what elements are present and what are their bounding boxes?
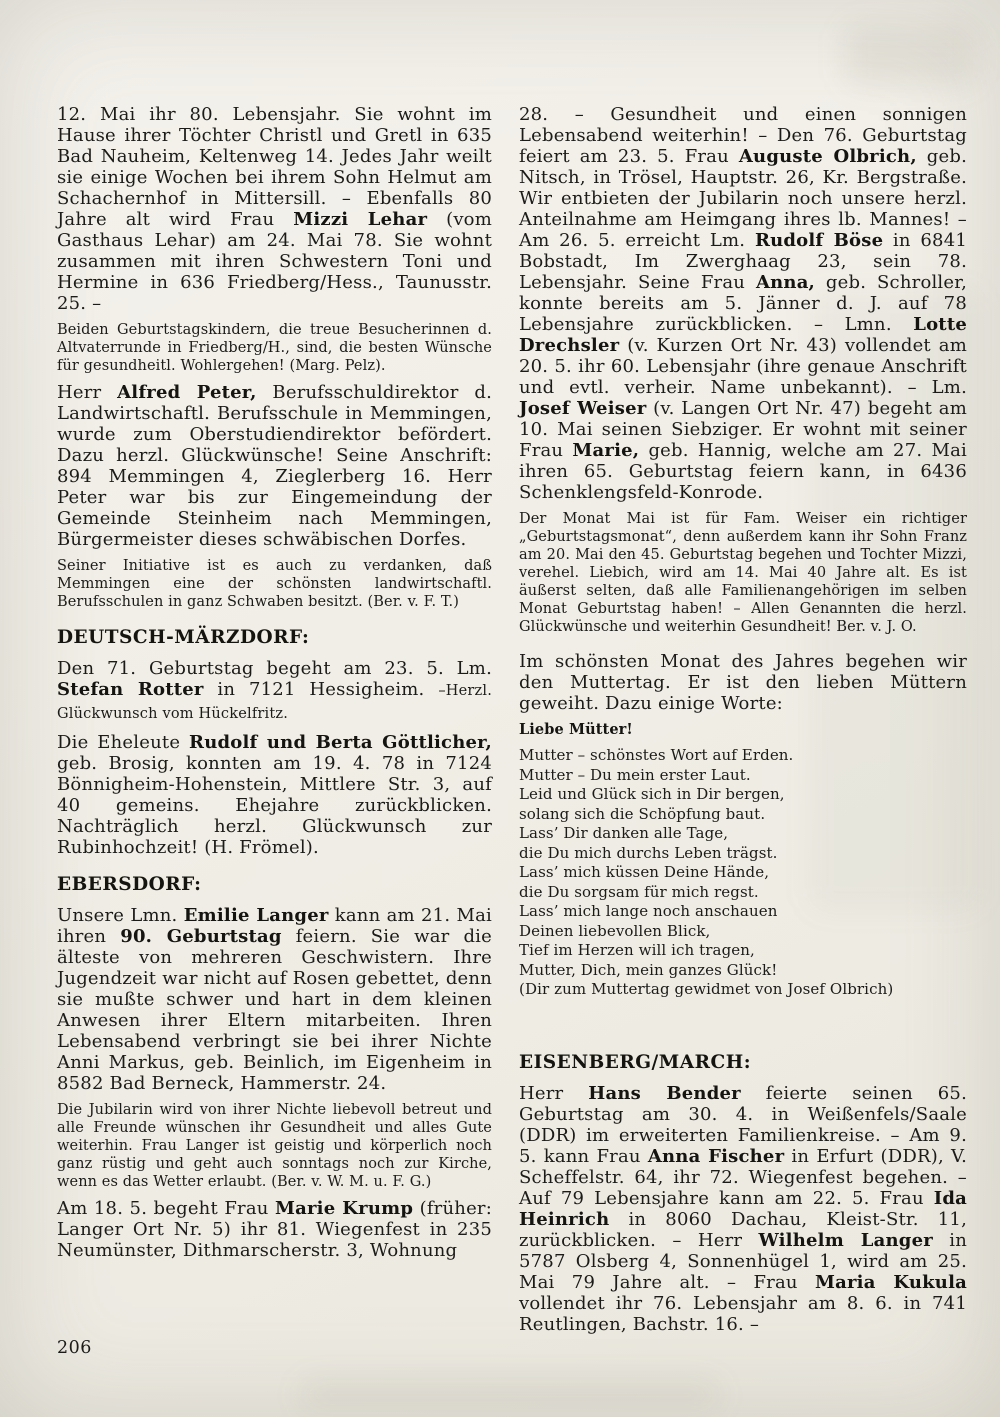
right-column bbox=[519, 104, 967, 1342]
paragraph bbox=[57, 1198, 492, 1261]
fine-print-paragraph bbox=[519, 721, 967, 739]
poem-line: Deinen liebevollen Blick, bbox=[519, 921, 711, 940]
bold-name: Anna, bbox=[755, 272, 816, 293]
page-content bbox=[57, 104, 967, 1342]
page-number: 206 bbox=[57, 1338, 92, 1358]
text-run: feierte seinen 65. Geburtstag am 30. 4. in Weißenfels/Saale (DDR) im erweiterten Familienkreise. – Am 9. 5. kann Frau bbox=[519, 1082, 968, 1167]
text-run: geb. Nitsch, in Trösel, Hauptstr. 26, Kr. Bergstraße. Wir entbieten der Jubilarin noch unsere herzl. Anteilnahme am Heimgang ihres lb. Mannes! – Am 26. 5. erreicht Lm. bbox=[519, 146, 967, 251]
scan-artifact bbox=[300, 1380, 720, 1410]
text-run: kann am 21. Mai ihren bbox=[57, 905, 492, 947]
text-run: vollendet ihr 76. Lebensjahr am 8. 6. in 741 Reutlingen, Bachstr. 16. – bbox=[519, 1292, 967, 1335]
poem-line: Lass’ mich küssen Deine Hände, bbox=[519, 863, 770, 881]
bold-name: Auguste Olbrich, bbox=[738, 146, 917, 167]
text-run: 28. – Gesundheit und einen sonnigen Lebensabend weiterhin! – Den 76. Geburtstag feiert am 23. 5. Frau bbox=[519, 104, 967, 167]
poem-line: Lass’ mich lange noch anschauen bbox=[519, 902, 778, 920]
poem-line: Mutter – Du mein erster Laut. bbox=[519, 765, 751, 784]
bold-name: Mizzi Lehar bbox=[293, 209, 428, 230]
fine-print-paragraph bbox=[57, 1101, 492, 1191]
bold-name: Alfred Peter, bbox=[117, 382, 257, 403]
poem bbox=[519, 746, 967, 1000]
text-run: Herr bbox=[519, 1082, 589, 1104]
text-run: Die Jubilarin wird von ihrer Nichte liebevoll betreut und alle Freunde wünschen ihr Gesundheit und alles Gute weiterhin. Frau Langer ist geistig und körperlich noch ganz rüstig und geht auch sonntags noch zur Kirche, wenn es das Wetter erlaubt. (Ber. v. W. M. u. F. G.) bbox=[57, 1102, 492, 1190]
bold-name: Ida Heinrich bbox=[519, 1187, 967, 1230]
poem-line: Lass’ Dir danken alle Tage, bbox=[519, 824, 729, 842]
text-run: Herr bbox=[57, 382, 118, 403]
bold-name: Josef Weiser bbox=[519, 398, 647, 419]
paragraph bbox=[57, 382, 492, 550]
text-run: geb. Hannig, welche am 27. Mai ihren 65. Geburtstag feiern kann, in 6436 Schenklengsfeld-Konrode. bbox=[519, 440, 967, 503]
poem-line: solang sich die Schöpfung baut. bbox=[519, 804, 766, 823]
text-run: in 7121 Hessigheim. bbox=[203, 679, 439, 700]
paragraph bbox=[519, 104, 967, 503]
bold-name: 90. Geburtstag bbox=[120, 926, 282, 947]
text-run: Im schönsten Monat des Jahres begehen wir den Muttertag. Er ist den lieben Müttern geweiht. Dazu einige Worte: bbox=[519, 651, 967, 714]
poem-line: Tief im Herzen will ich tragen, bbox=[519, 941, 755, 959]
bold-name: Maria Kukula bbox=[815, 1271, 967, 1293]
text-run: Unsere Lmn. bbox=[57, 905, 184, 926]
poem-line: die Du sorgsam für mich regst. bbox=[519, 882, 759, 901]
poem-line: Mutter – schönstes Wort auf Erden. bbox=[519, 746, 794, 764]
bold-name: Wilhelm Langer bbox=[758, 1229, 933, 1251]
section-heading: DEUTSCH-MÄRZDORF: bbox=[57, 627, 310, 648]
text-run: (v. Kurzen Ort Nr. 43) vollendet am 20. 5. ihr 60. Lebensjahr (ihre genaue Anschrift und evtl. verheir. Name unbekannt). – Lm. bbox=[519, 335, 967, 398]
bold-name: Marie, bbox=[572, 440, 640, 461]
text-run: geb. Schroller, konnte bereits am 5. Jänner d. J. auf 78 Lebensjahre zurückblicken. – Lmn. bbox=[519, 272, 967, 335]
text-run: in Erfurt (DDR), V. Scheffelstr. 64, ihr 72. Wiegenfest begehen. – Auf 79 Lebensjahre kann am 22. 5. Frau bbox=[519, 1145, 967, 1209]
text-run: (vom Gasthaus Lehar) am 24. Mai 78. Sie wohnt zusammen mit ihren Schwestern Toni und Hermine in 636 Friedberg/Hess., Taunusstr. 25. – bbox=[57, 209, 492, 314]
text-run: geb. Brosig, konnten am 19. 4. 78 in 7124 Bönnigheim-Hohenstein, Mittlere Str. 3, auf 40 gemeins. Ehejahre zurückblicken. Nachträglich herzl. Glückwunsch zur Rubinhochzeit! (H. Frömel). bbox=[57, 753, 492, 858]
fine-print-paragraph bbox=[519, 510, 967, 636]
fine-print-paragraph bbox=[57, 557, 492, 611]
bold-name: Anna Fischer bbox=[647, 1145, 785, 1167]
bold-name: Rudolf Böse bbox=[754, 230, 884, 251]
paragraph bbox=[57, 658, 492, 725]
paragraph bbox=[57, 104, 492, 314]
spacer bbox=[519, 1010, 967, 1036]
bold-name: Stefan Rotter bbox=[57, 679, 204, 700]
text-run: Beiden Geburtstagskindern, die treue Besucherinnen d. Altvaterrunde in Friedberg/H., sind, die besten Wünsche für gesundheitl. Wohlergehen! (Marg. Pelz). bbox=[57, 322, 492, 374]
fine-print-paragraph bbox=[57, 321, 492, 375]
bold-name: Emilie Langer bbox=[183, 905, 329, 926]
bold-name: Liebe Mütter! bbox=[519, 721, 633, 738]
paragraph bbox=[519, 651, 967, 714]
fine-print-run: –Herzl. Glückwunsch vom Hückelfritz. bbox=[57, 683, 493, 722]
poem-line: Leid und Glück sich in Dir bergen, bbox=[519, 785, 785, 803]
text-run: Seiner Initiative ist es auch zu verdanken, daß Memmingen eine der schönsten landwirtschaftl. Berufsschulen in ganz Schwaben besitzt. (Ber. v. F. T.) bbox=[57, 558, 492, 610]
bold-name: Lotte Drechsler bbox=[519, 314, 967, 356]
text-run: 12. Mai ihr 80. Lebensjahr. Sie wohnt im Hause ihrer Töchter Christl und Gretl in 635 Bad Nauheim, Keltenweg 14. Jedes Jahr weilt sie einige Wochen bei ihrem Sohn Helmut am Schachernhof in Mittersill. – Ebenfalls 80 Jahre alt wird Frau bbox=[57, 104, 492, 230]
text-run: in 8060 Dachau, Kleist-Str. 11, zurückblicken. – Herr bbox=[519, 1208, 967, 1251]
poem-line: Mutter, Dich, mein ganzes Glück! bbox=[519, 960, 778, 979]
paragraph bbox=[57, 905, 492, 1094]
left-column bbox=[57, 104, 492, 1342]
bold-name: Rudolf und Berta Göttlicher, bbox=[189, 732, 492, 753]
text-run: Die Eheleute bbox=[57, 732, 190, 753]
scan-artifact bbox=[845, 25, 975, 85]
paragraph bbox=[57, 732, 492, 858]
text-run: in 6841 Bobstadt, Im Zwerghaag 23, sein 78. Lebensjahr. Seine Frau bbox=[519, 230, 967, 293]
section-heading: EBERSDORF: bbox=[57, 874, 202, 895]
bold-name: Hans Bender bbox=[588, 1082, 741, 1104]
text-run: Den 71. Geburtstag begeht am 23. 5. Lm. bbox=[57, 658, 492, 679]
text-run: in 5787 Olsberg 4, Sonnenhügel 1, wird am 25. Mai 79 Jahre alt. – Frau bbox=[519, 1229, 967, 1293]
text-run: Berufsschuldirektor d. Landwirtschaftl. Berufsschule in Memmingen, wurde zum Oberstudiendirektor befördert. Dazu herzl. Glückwünsche! Seine Anschrift: 894 Memmingen 4, Zieglerberg 16. Herr Peter war bis zur Eingemeindung der Gemeinde Steinheim nach Memmingen, Bürgermeister dieses schwäbischen Dorfes. bbox=[57, 382, 492, 550]
text-run: Der Monat Mai ist für Fam. Weiser ein richtiger „Geburtstagsmonat“, denn außerdem kann ihr Sohn Franz am 20. Mai den 45. Geburtstag begehen und Tochter Mizzi, verehel. Liebich, wird am 14. Mai 40 Jahre alt. Es ist äußerst selten, daß alle Familienangehörigen im selben Monat Geburtstag haben! – Allen Genannten die herzl. Glückwünsche und weiterhin Gesundheit! Ber. v. J. O. bbox=[519, 511, 967, 635]
text-run: (früher: Langer Ort Nr. 5) ihr 81. Wiegenfest in 235 Neumünster, Dithmarscherstr. 3, Wohnung bbox=[57, 1198, 492, 1261]
text-run: Am 18. 5. begeht Frau bbox=[57, 1198, 275, 1219]
spacer bbox=[519, 643, 967, 651]
poem-line: die Du mich durchs Leben trägst. bbox=[519, 843, 778, 862]
text-run: feiern. Sie war die älteste von mehreren Geschwistern. Ihre Jugendzeit war nicht auf Rosen gebettet, denn sie mußte schwer und hart in dem kleinen Anwesen ihrer Eltern mitarbeiten. Ihren Lebensabend verbringt sie bei ihrer Nichte Anni Markus, geb. Beinlich, im Eigenheim in 8582 Bad Berneck, Hammerstr. 24. bbox=[57, 926, 492, 1094]
text-run: (v. Langen Ort Nr. 47) begeht am 10. Mai seinen Siebziger. Er wohnt mit seiner Frau bbox=[519, 398, 968, 461]
section-heading: EISENBERG/MARCH: bbox=[519, 1051, 752, 1073]
bold-name: Marie Krump bbox=[274, 1198, 414, 1219]
paragraph bbox=[519, 1083, 967, 1335]
poem-line: (Dir zum Muttertag gewidmet von Josef Olbrich) bbox=[519, 980, 894, 998]
